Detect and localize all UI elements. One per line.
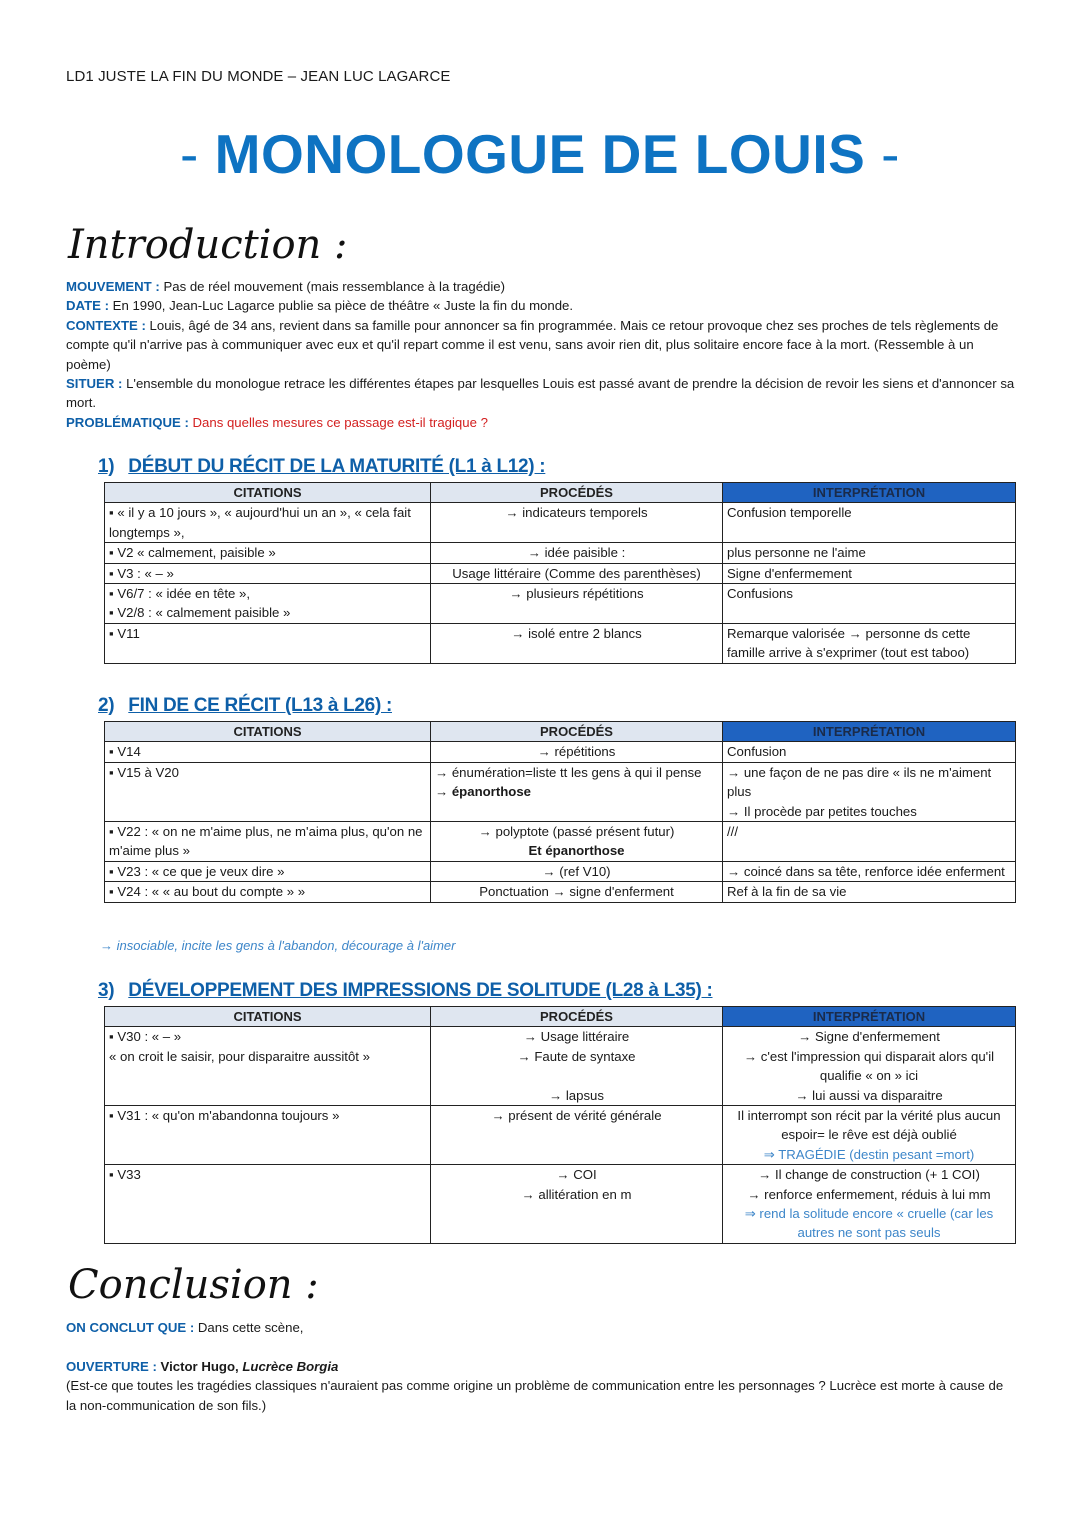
cell-citation: ▪ « il y a 10 jours », « aujourd'hui un an », « cela fait longtemps », <box>105 503 431 543</box>
page-title <box>0 122 1080 186</box>
table-row <box>105 563 1016 583</box>
cell-interpretation: /// <box>723 822 1016 862</box>
cell-citation: ▪ V14 <box>105 742 431 762</box>
cell-citation: ▪ V6/7 : « idée en tête », ▪ V2/8 : « calmement paisible » <box>105 584 431 624</box>
table-row <box>105 1165 1016 1244</box>
table-row <box>105 822 1016 862</box>
col-header-procedes: PROCÉDÉS <box>431 483 723 503</box>
intro-problematique: PROBLÉMATIQUE : Dans quelles mesures ce passage est-il tragique ? <box>66 414 488 430</box>
cell-interpretation: → coincé dans sa tête, renforce idée enferment <box>723 861 1016 881</box>
table-header-row <box>105 483 1016 503</box>
conclusion-conclut: ON CONCLUT QUE : Dans cette scène, <box>66 1320 304 1335</box>
col-header-citations: CITATIONS <box>105 483 431 503</box>
cell-interpretation: Signe d'enfermement <box>723 563 1016 583</box>
table-row <box>105 882 1016 902</box>
cell-interpretation: Confusion temporelle <box>723 503 1016 543</box>
cell-citation: ▪ V15 à V20 <box>105 762 431 821</box>
cell-interpretation: Il interrompt son récit par la vérité plus aucun espoir= le rêve est déjà oublié ⇒ TRAGÉDIE (destin pesant =mort) <box>723 1106 1016 1165</box>
cell-citation: ▪ V22 : « on ne m'aime plus, ne m'aima plus, qu'on ne m'aime plus » <box>105 822 431 862</box>
conclusion-block <box>66 1318 1016 1415</box>
table-row <box>105 1106 1016 1165</box>
col-header-citations: CITATIONS <box>105 722 431 742</box>
table-row <box>105 1027 1016 1106</box>
cell-procede: → (ref V10) <box>431 861 723 881</box>
col-header-interpretation: INTERPRÉTATION <box>723 483 1016 503</box>
section-2-table <box>104 721 1016 903</box>
cell-interpretation: → Il change de construction (+ 1 COI) → renforce enfermement, réduis à lui mm ⇒ rend la solitude encore « cruelle (car les autres ne sont pas seuls <box>723 1165 1016 1244</box>
cell-interpretation: Remarque valorisée → personne ds cette famille arrive à s'exprimer (tout est taboo) <box>723 623 1016 663</box>
cell-procede: → énumération=liste tt les gens à qui il pense → épanorthose <box>431 762 723 821</box>
cell-citation: ▪ V11 <box>105 623 431 663</box>
intro-date: DATE : En 1990, Jean-Luc Lagarce publie sa pièce de théâtre « Juste la fin du monde. <box>66 298 574 314</box>
intro-situer: SITUER : L'ensemble du monologue retrace les différentes étapes par lesquelles Louis est passé avant de prendre la décision de revoir les siens et d'annoncer sa mort. <box>66 376 1015 411</box>
cell-citation: ▪ V3 : « – » <box>105 563 431 583</box>
cell-procede: Ponctuation → signe d'enferment <box>431 882 723 902</box>
document-header: LD1 JUSTE LA FIN DU MONDE – JEAN LUC LAGARCE <box>66 68 451 85</box>
cell-procede: → indicateurs temporels <box>431 503 723 543</box>
col-header-interpretation: INTERPRÉTATION <box>723 1007 1016 1027</box>
cell-procede: → idée paisible : <box>431 543 723 563</box>
cell-citation: ▪ V2 « calmement, paisible » <box>105 543 431 563</box>
intro-mouvement: MOUVEMENT : Pas de réel mouvement (mais ressemblance à la tragédie) <box>66 279 506 294</box>
table-header-row <box>105 722 1016 742</box>
section-1-table <box>104 482 1016 664</box>
cell-procede: → répétitions <box>431 742 723 762</box>
col-header-procedes: PROCÉDÉS <box>431 722 723 742</box>
title-text: MONOLOGUE DE LOUIS <box>214 123 866 185</box>
cell-procede: Usage littéraire (Comme des parenthèses) <box>431 563 723 583</box>
table-row <box>105 503 1016 543</box>
cell-interpretation: Ref à la fin de sa vie <box>723 882 1016 902</box>
title-dash-right: - <box>881 123 900 185</box>
cell-citation: ▪ V23 : « ce que je veux dire » <box>105 861 431 881</box>
cell-citation: ▪ V31 : « qu'on m'abandonna toujours » <box>105 1106 431 1165</box>
section-2-title: 2) FIN DE CE RÉCIT (L13 à L26) : <box>98 695 392 716</box>
cell-interpretation: plus personne ne l'aime <box>723 543 1016 563</box>
section-3-title: 3) DÉVELOPPEMENT DES IMPRESSIONS DE SOLITUDE (L28 à L35) : <box>98 980 713 1001</box>
introduction-heading: Introduction : <box>68 222 348 268</box>
table-row <box>105 861 1016 881</box>
cell-procede: → Usage littéraire → Faute de syntaxe → lapsus <box>431 1027 723 1106</box>
cell-citation: ▪ V30 : « – » « on croit le saisir, pour disparaitre aussitôt » <box>105 1027 431 1106</box>
col-header-procedes: PROCÉDÉS <box>431 1007 723 1027</box>
section-1-title: 1) DÉBUT DU RÉCIT DE LA MATURITÉ (L1 à L12) : <box>98 456 546 477</box>
section-2-note: → insociable, incite les gens à l'abandon, décourage à l'aimer <box>100 938 456 953</box>
conclusion-ouverture: OUVERTURE : Victor Hugo, Lucrèce Borgia <box>66 1358 339 1374</box>
table-row <box>105 742 1016 762</box>
table-row <box>105 543 1016 563</box>
col-header-interpretation: INTERPRÉTATION <box>723 722 1016 742</box>
cell-interpretation: Confusions <box>723 584 1016 624</box>
introduction-block <box>66 277 1016 432</box>
intro-contexte: CONTEXTE : Louis, âgé de 34 ans, revient dans sa famille pour annoncer sa fin programmée. Mais ce retour provoque chez ses proches de tels règlements de compte qu'il n'arrive pas à communiquer avec eux et qu'il repart comme il est venu, sans avoir rien dit, plus solitaire encore face à la mort. (Ressemble à un poème) <box>66 317 999 372</box>
title-dash-left: - <box>180 123 199 185</box>
cell-procede: → polyptote (passé présent futur) Et épanorthose <box>431 822 723 862</box>
cell-citation: ▪ V24 : « « au bout du compte » » <box>105 882 431 902</box>
cell-procede: → COI → allitération en m <box>431 1165 723 1244</box>
cell-procede: → présent de vérité générale <box>431 1106 723 1165</box>
table-row <box>105 584 1016 624</box>
conclusion-heading: Conclusion : <box>68 1262 319 1308</box>
col-header-citations: CITATIONS <box>105 1007 431 1027</box>
cell-interpretation: → une façon de ne pas dire « ils ne m'aiment plus → Il procède par petites touches <box>723 762 1016 821</box>
table-row <box>105 623 1016 663</box>
conclusion-ouverture-text: (Est-ce que toutes les tragédies classiques n'auraient pas comme origine un problème de communication entre les personnages ? Lucrèce est morte à cause de la non-communication de son fils.) <box>66 1378 1004 1413</box>
cell-interpretation: → Signe d'enfermement → c'est l'impression qui disparait alors qu'il qualifie « on » ici → lui aussi va disparaitre <box>723 1027 1016 1106</box>
cell-interpretation: Confusion <box>723 742 1016 762</box>
cell-procede: → plusieurs répétitions <box>431 584 723 624</box>
table-header-row <box>105 1007 1016 1027</box>
cell-procede: → isolé entre 2 blancs <box>431 623 723 663</box>
table-row <box>105 762 1016 821</box>
cell-citation: ▪ V33 <box>105 1165 431 1244</box>
section-3-table <box>104 1006 1016 1244</box>
